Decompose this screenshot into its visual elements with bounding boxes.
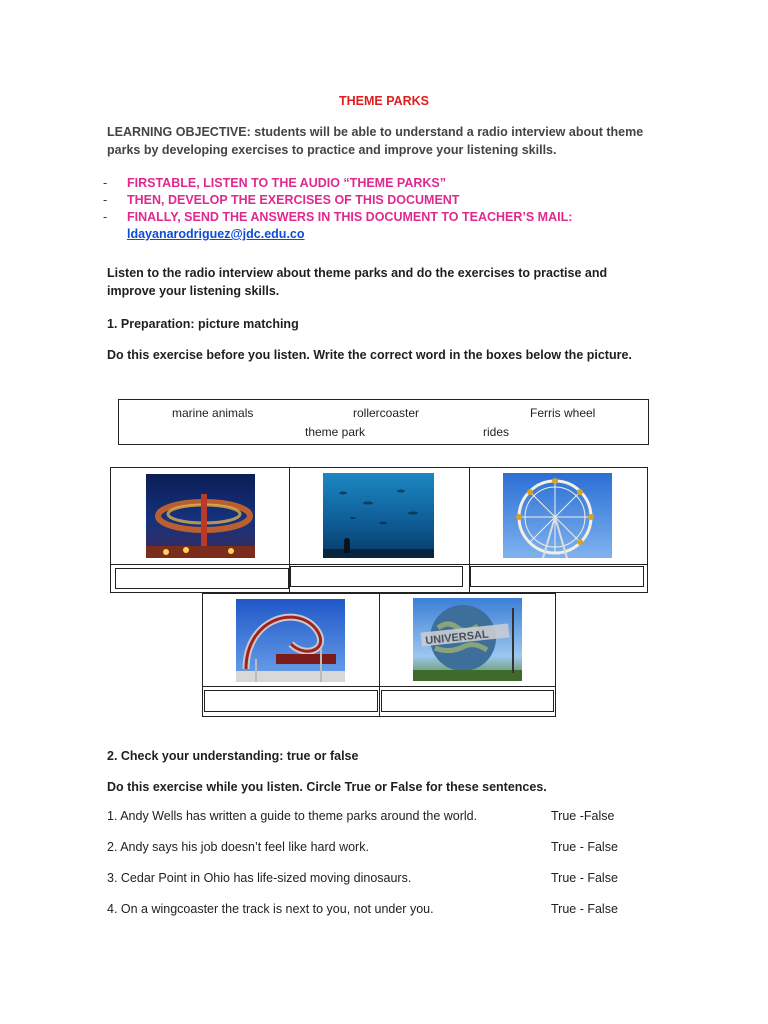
section2-instruction: Do this exercise while you listen. Circle True or False for these sentences. xyxy=(107,780,547,794)
answer-box-3[interactable] xyxy=(470,566,644,587)
universal-globe-photo xyxy=(413,598,522,681)
word-bank-item: theme park xyxy=(305,425,366,439)
page-title: THEME PARKS xyxy=(338,94,430,108)
section1-heading: 1. Preparation: picture matching xyxy=(107,317,299,331)
true-false-choice-1[interactable]: True -False xyxy=(551,809,615,823)
section2-heading: 2. Check your understanding: true or false xyxy=(107,749,359,763)
word-bank-item: Ferris wheel xyxy=(530,406,596,420)
word-bank-item: rides xyxy=(483,425,510,439)
word-bank-item: marine animals xyxy=(172,406,254,420)
statement-1: 1. Andy Wells has written a guide to theme parks around the world. xyxy=(107,809,478,823)
objective-text: students will be able to understand a radio interview about theme parks by developing exercises to practice and improve your listening skills. xyxy=(107,125,644,157)
step-item: - FIRSTABLE, LISTEN TO THE AUDIO “THEME PARKS” xyxy=(127,175,647,192)
step-item: - THEN, DEVELOP THE EXERCISES OF THIS DOCUMENT xyxy=(127,192,647,209)
objective-label: LEARNING OBJECTIVE: xyxy=(107,125,251,139)
section1-instruction: Do this exercise before you listen. Write the correct word in the boxes below the picture. xyxy=(107,348,632,362)
intro-text: Listen to the radio interview about theme parks and do the exercises to practise and improve your listening skills. xyxy=(107,266,608,298)
svg-text:UNIVERSAL: UNIVERSAL xyxy=(424,628,490,648)
ferris-wheel-photo xyxy=(503,473,612,558)
statement-4: 4. On a wingcoaster the track is next to you, not under you. xyxy=(107,902,434,916)
aquarium-photo xyxy=(323,473,434,558)
true-false-choice-4[interactable]: True - False xyxy=(551,902,618,916)
teacher-email-link[interactable]: ldayanarodriguez@jdc.edu.co xyxy=(127,227,305,241)
step-item: - FINALLY, SEND THE ANSWERS IN THIS DOCUMENT TO TEACHER’S MAIL: xyxy=(127,209,647,226)
learning-objective xyxy=(107,123,652,159)
statement-2: 2. Andy says his job doesn’t feel like hard work. xyxy=(107,840,369,854)
word-bank-item: rollercoaster xyxy=(353,406,420,420)
picture-grid-row-2 xyxy=(202,593,556,717)
answer-box-2[interactable] xyxy=(290,566,463,587)
answer-box-4[interactable] xyxy=(204,690,378,712)
true-false-choice-2[interactable]: True - False xyxy=(551,840,618,854)
true-false-choice-3[interactable]: True - False xyxy=(551,871,618,885)
answer-box-1[interactable] xyxy=(115,568,289,589)
rollercoaster-photo xyxy=(236,599,345,682)
picture-grid-row-1 xyxy=(110,467,648,593)
word-bank xyxy=(118,399,649,445)
answer-box-5[interactable] xyxy=(381,690,554,712)
spinning-ride-photo xyxy=(146,474,255,558)
statement-3: 3. Cedar Point in Ohio has life-sized moving dinosaurs. xyxy=(107,871,412,885)
instruction-steps xyxy=(127,175,647,243)
